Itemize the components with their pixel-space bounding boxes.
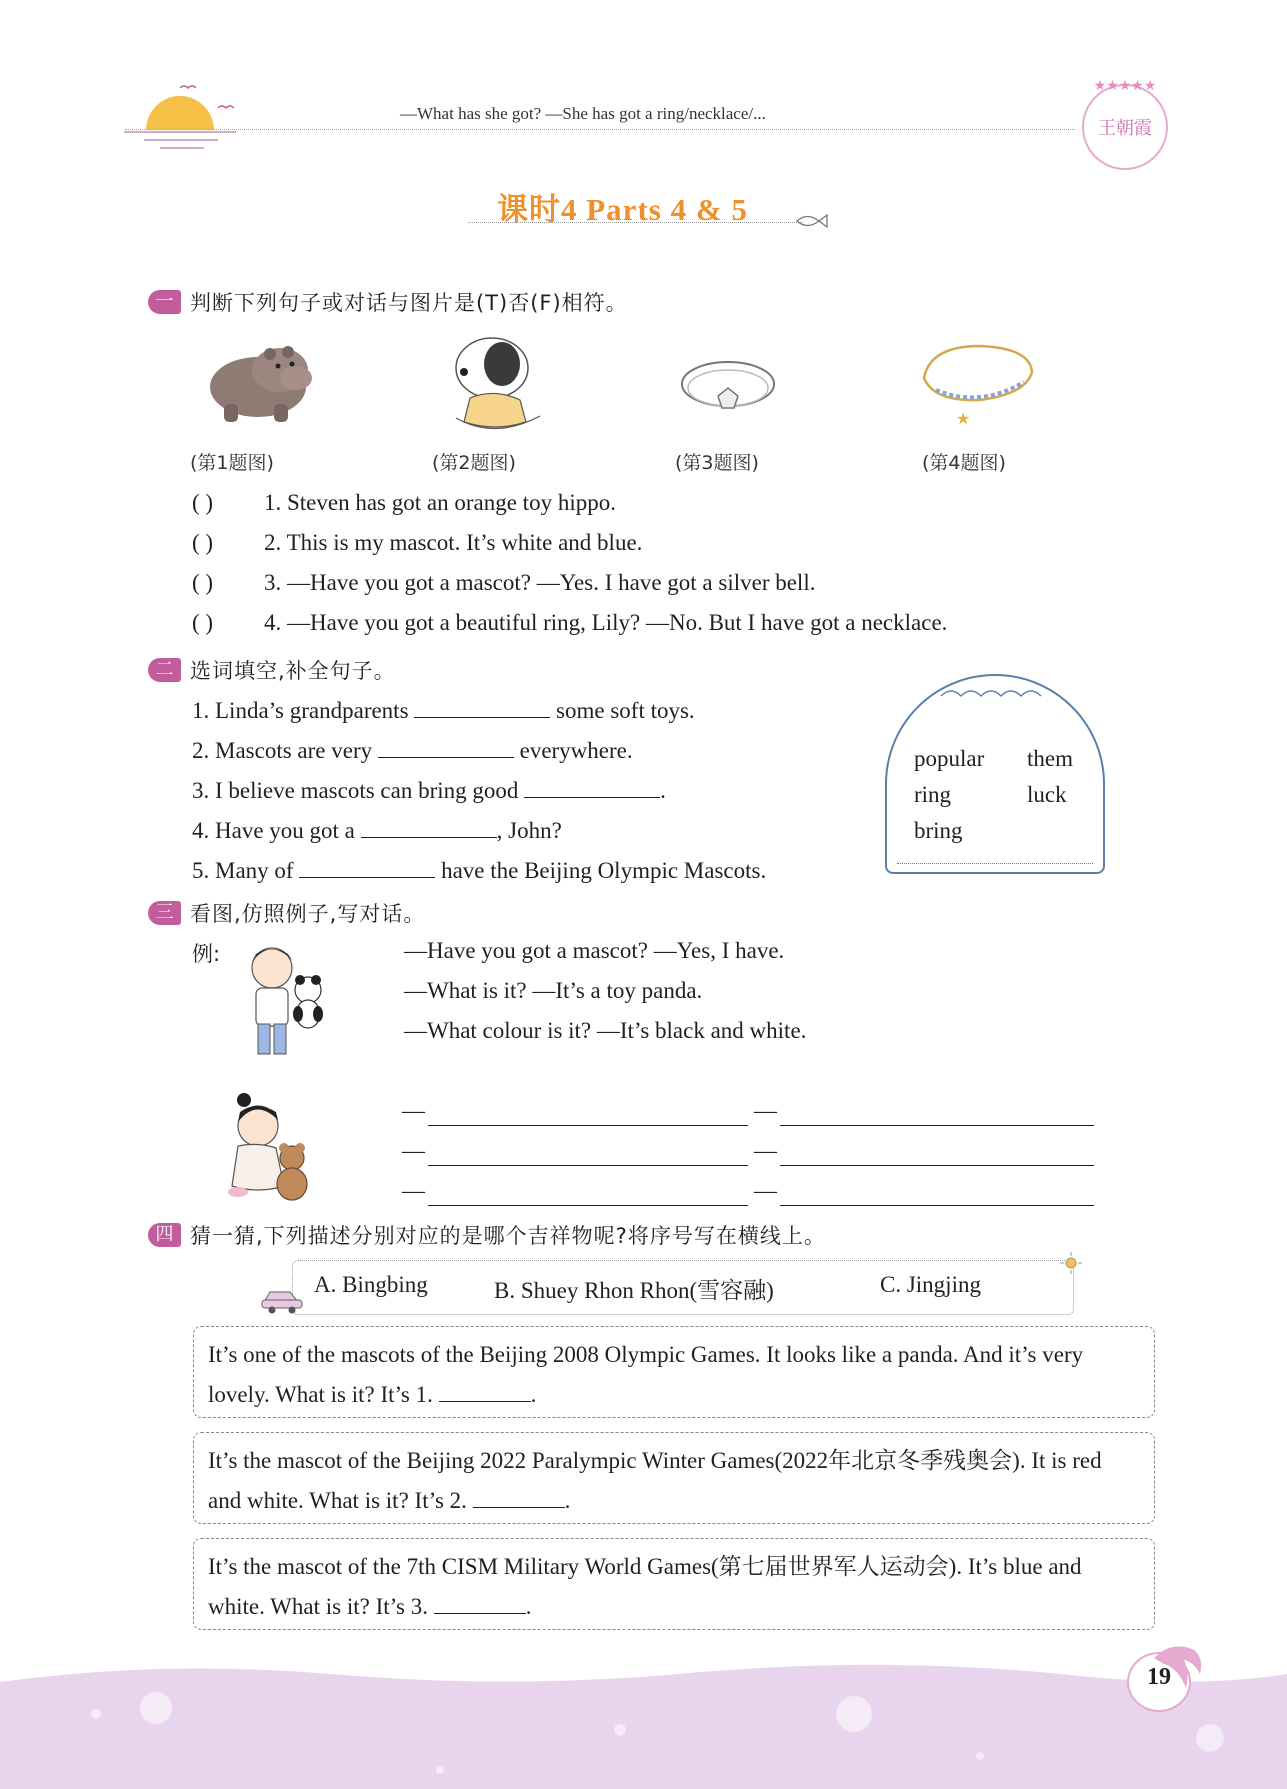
word-bring: bring	[914, 818, 963, 843]
fill-text-after: .	[660, 778, 666, 803]
fill-item-3	[192, 774, 666, 804]
tf-text: 1. Steven has got an orange toy hippo.	[264, 490, 616, 515]
answer-line[interactable]	[780, 1125, 1094, 1126]
scallop-decoration	[937, 684, 1057, 702]
description-text: It’s the mascot of the Beijing 2022 Paralympic Winter Games(2022年北京冬季残奥会). It is red and white. What is it? It’s 2.	[208, 1448, 1102, 1513]
stars-icon: ★★★★★	[1093, 79, 1157, 94]
example-line-3: —What colour is it? —It’s black and white.	[404, 1018, 807, 1043]
answer-blank[interactable]	[378, 734, 514, 758]
tf-item-4	[192, 610, 947, 636]
lesson-title: 课时4 Parts 4 & 5	[497, 192, 748, 227]
answer-blank[interactable]	[361, 814, 497, 838]
word-bank-rule	[897, 863, 1093, 864]
fill-text-after: some soft toys.	[556, 698, 695, 723]
section-1-heading	[148, 287, 628, 317]
fill-text-before: 2. Mascots are very	[192, 738, 373, 763]
fill-text-after: have the Beijing Olympic Mascots.	[441, 858, 767, 883]
section-instruction: 猜一猜,下列描述分别对应的是哪个吉祥物呢?将序号写在横线上。	[190, 1224, 826, 1248]
answer-line[interactable]	[428, 1165, 748, 1166]
ring-image	[678, 352, 778, 426]
section-3-heading	[148, 898, 425, 928]
header-rule	[125, 129, 1075, 130]
description-text: It’s one of the mascots of the Beijing 2008 Olympic Games. It looks like a panda. And it’s very lovely. What is it? It’s 1.	[208, 1342, 1084, 1407]
boy-with-panda-image	[240, 940, 330, 1062]
description-box-2	[193, 1432, 1155, 1524]
section-instruction: 看图,仿照例子,写对话。	[190, 902, 426, 926]
dialogue-dash: —	[754, 1098, 777, 1123]
svg-text:★: ★	[956, 409, 971, 428]
sunset-icon	[118, 78, 238, 153]
fill-item-2	[192, 734, 633, 764]
fill-text-before: 1. Linda’s grandparents	[192, 698, 409, 723]
answer-blank[interactable]	[414, 694, 550, 718]
dolphin-icon	[1150, 1638, 1206, 1698]
section-instruction: 判断下列句子或对话与图片是(T)否(F)相符。	[190, 291, 628, 315]
word-them: them	[1027, 746, 1073, 771]
section-instruction: 选词填空,补全句子。	[190, 659, 396, 683]
fill-text-after: everywhere.	[519, 738, 633, 763]
example-label: 例:	[192, 942, 221, 966]
word-ring: ring	[914, 782, 952, 807]
tf-text: 2. This is my mascot. It’s white and blue.	[264, 530, 643, 555]
answer-line[interactable]	[780, 1205, 1094, 1206]
answer-paren[interactable]: ( )	[192, 610, 214, 635]
caption-1: (第1题图)	[190, 452, 274, 474]
description-box-3	[193, 1538, 1155, 1630]
word-popular: popular	[914, 746, 985, 771]
fill-text-before: 3. I believe mascots can bring good	[192, 778, 519, 803]
example-line-1: —Have you got a mascot? —Yes, I have.	[404, 938, 785, 963]
option-c: C. Jingjing	[880, 1272, 981, 1297]
description-end: .	[530, 1382, 537, 1407]
answer-line[interactable]	[428, 1205, 748, 1206]
answer-line[interactable]	[780, 1165, 1094, 1166]
girl-with-bear-image	[224, 1092, 320, 1206]
answer-blank[interactable]	[439, 1378, 531, 1402]
word-bank	[885, 674, 1105, 874]
toy-car-icon	[260, 1284, 304, 1314]
title-underline	[468, 222, 803, 223]
section-badge: 二	[148, 658, 181, 682]
fill-item-4	[192, 814, 562, 844]
option-a: A. Bingbing	[314, 1272, 428, 1297]
page-number: 19	[1147, 1664, 1171, 1690]
necklace-image	[916, 342, 1040, 434]
hippo-toy-image	[200, 332, 318, 428]
tf-item-1	[192, 490, 616, 516]
logo-text: 王朝霞	[1098, 118, 1152, 139]
fill-item-1	[192, 694, 695, 724]
answer-paren[interactable]: ( )	[192, 490, 214, 515]
word-luck: luck	[1027, 782, 1067, 807]
dialogue-dash: —	[754, 1138, 777, 1163]
publisher-logo	[1082, 79, 1168, 170]
fill-text-before: 5. Many of	[192, 858, 294, 883]
caption-3: (第3题图)	[675, 452, 759, 474]
description-box-1	[193, 1326, 1155, 1418]
tf-text: 4. —Have you got a beautiful ring, Lily? —No. But I have got a necklace.	[264, 610, 948, 635]
caption-2: (第2题图)	[432, 452, 516, 474]
tf-text: 3. —Have you got a mascot? —Yes. I have got a silver bell.	[264, 570, 816, 595]
dog-mascot-image	[440, 328, 550, 432]
caption-4: (第4题图)	[922, 452, 1006, 474]
sun-icon	[1060, 1252, 1082, 1274]
section-4-heading	[148, 1220, 826, 1250]
fish-icon	[793, 210, 829, 232]
example-line-2: —What is it? —It’s a toy panda.	[404, 978, 703, 1003]
section-badge: 一	[148, 290, 181, 314]
dialogue-dash: —	[754, 1178, 777, 1203]
dialogue-dash: —	[402, 1178, 425, 1203]
answer-blank[interactable]	[434, 1590, 526, 1614]
answer-paren[interactable]: ( )	[192, 570, 214, 595]
running-head: —What has she got? —She has got a ring/necklace/...	[400, 104, 766, 123]
answer-blank[interactable]	[299, 854, 435, 878]
dialogue-dash: —	[402, 1098, 425, 1123]
tf-item-3	[192, 570, 815, 596]
section-badge: 四	[148, 1223, 181, 1247]
dialogue-dash: —	[402, 1138, 425, 1163]
description-end: .	[564, 1488, 571, 1513]
fill-text-after: , John?	[496, 818, 562, 843]
answer-blank[interactable]	[524, 774, 660, 798]
answer-paren[interactable]: ( )	[192, 530, 214, 555]
section-badge: 三	[148, 901, 181, 925]
description-end: .	[525, 1594, 532, 1619]
tf-item-2	[192, 530, 642, 556]
description-text: It’s the mascot of the 7th CISM Military World Games(第七届世界军人运动会). It’s blue and white. What is it? It’s 3.	[208, 1554, 1082, 1619]
option-b: B. Shuey Rhon Rhon(雪容融)	[494, 1278, 774, 1303]
footer-wave	[0, 1660, 1287, 1789]
answer-line[interactable]	[428, 1125, 748, 1126]
fill-item-5	[192, 854, 766, 884]
section-2-heading	[148, 655, 396, 685]
answer-blank[interactable]	[473, 1484, 565, 1508]
fill-text-before: 4. Have you got a	[192, 818, 355, 843]
